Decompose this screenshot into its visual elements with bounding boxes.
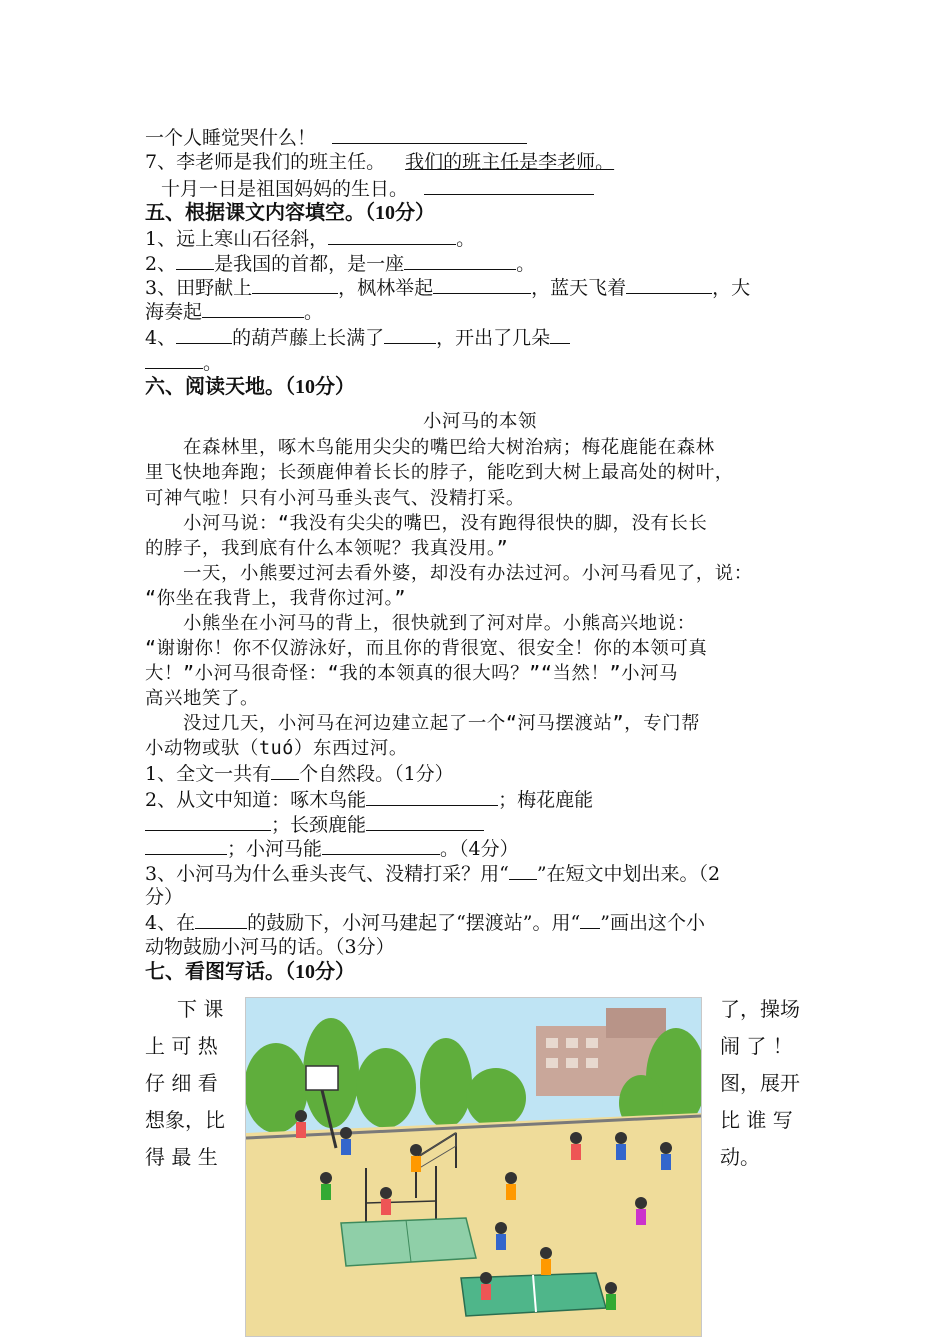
section-heading: 七、看图写话。（10分）: [145, 961, 355, 983]
section-heading: 六、阅读天地。（10分）: [145, 376, 355, 398]
answer-blank[interactable]: [404, 251, 516, 270]
question-line: 动物鼓励小河马的话。（3分）: [145, 936, 395, 958]
question-line: 。: [145, 350, 815, 374]
story-line: 小熊坐在小河马的背上，很快就到了河对岸。小熊高兴地说：: [145, 613, 696, 634]
question-line: 3、田野献上 ，枫林举起 ，蓝天飞着 ，大: [145, 277, 751, 299]
story-line: 的脖子，我到底有什么本领呢？我真没用。”: [145, 538, 509, 559]
answer-blank[interactable]: [332, 125, 527, 144]
prompt-text: 动。: [720, 1145, 760, 1169]
answer-blank[interactable]: [195, 910, 247, 929]
question-line: 3、小河马为什么垂头丧气、没精打采？用“ ”在短文中划出来。（2: [145, 863, 721, 885]
answer-blank[interactable]: [322, 836, 440, 855]
prompt-text: 图，展开: [720, 1071, 800, 1095]
story-title: 小河马的本领: [423, 411, 537, 432]
answer-blank[interactable]: [328, 226, 456, 245]
answer-blank[interactable]: [509, 861, 537, 880]
answer-blank[interactable]: [366, 812, 484, 831]
prompt-text: 上 可 热: [145, 1034, 218, 1058]
answer-blank[interactable]: [145, 812, 271, 831]
story-line: 可神气啦！只有小河马垂头丧气、没精打采。: [145, 488, 525, 509]
story-line: 大！”小河马很奇怪：“我的本领真的很大吗？”“当然！”小河马: [145, 663, 679, 684]
question-line: 1、远上寒山石径斜， 。: [145, 228, 476, 250]
story-line: 在森林里，啄木鸟能用尖尖的嘴巴给大树治病；梅花鹿能在森林: [145, 437, 715, 458]
question-line: 海奏起 。: [145, 301, 324, 323]
story-line: 高兴地笑了。: [145, 688, 259, 709]
answer-blank[interactable]: [145, 350, 203, 369]
story-line: “谢谢你！你不仅游泳好，而且你的背很宽、很安全！你的本领可真: [145, 638, 708, 659]
question-line: 2、从文中知道：啄木鸟能 ；梅花鹿能: [145, 789, 594, 811]
answer-blank[interactable]: [145, 836, 227, 855]
answer-blank[interactable]: [252, 275, 338, 294]
story-line: 小河马说：“我没有尖尖的嘴巴，没有跑得很快的脚，没有长长: [145, 513, 708, 534]
question-line: 4、 的葫芦藤上长满了 ，开出了几朵: [145, 325, 815, 349]
question-line: 1、全文一共有 个自然段。（1分）: [145, 763, 454, 785]
answer-blank[interactable]: [433, 275, 531, 294]
answer-blank[interactable]: [176, 251, 214, 270]
sentence-line: 7、李老师是我们的班主任。 我们的班主任是李老师。: [145, 151, 615, 173]
answer-blank[interactable]: [580, 910, 600, 929]
story-line: 没过几天，小河马在河边建立起了一个“河马摆渡站”，专门帮: [145, 713, 701, 734]
answer-blank[interactable]: [271, 761, 299, 780]
story-line: 小动物或驮（tuó）东西过河。: [145, 738, 408, 759]
question-line: 2、 是我国的首都，是一座 。: [145, 253, 536, 275]
prompt-text: 想象，比: [145, 1108, 225, 1132]
prompt-text: 下 课: [177, 997, 224, 1021]
story-line: “你坐在我背上，我背你过河。”: [145, 588, 407, 609]
playground-illustration: [245, 997, 702, 1337]
answer-blank[interactable]: [366, 787, 498, 806]
answer-blank[interactable]: [424, 176, 594, 195]
prompt-text: 仔 细 看: [145, 1071, 218, 1095]
prompt-text: 得 最 生: [145, 1145, 218, 1169]
answer-blank[interactable]: [384, 325, 436, 344]
section-heading: 五、根据课文内容填空。（10分）: [145, 202, 435, 224]
answer-blank[interactable]: [202, 299, 304, 318]
answer-blank[interactable]: [176, 325, 232, 344]
sentence-line: 一个人睡觉哭什么！: [145, 125, 815, 149]
sentence-line: 十月一日是祖国妈妈的生日。: [145, 176, 815, 200]
story-line: 里飞快地奔跑；长颈鹿伸着长长的脖子，能吃到大树上最高处的树叶，: [145, 462, 734, 483]
question-line: ；小河马能 。（4分）: [145, 836, 815, 860]
question-line: ；长颈鹿能: [145, 812, 815, 836]
question-line: 分）: [145, 886, 184, 908]
story-line: 一天，小熊要过河去看外婆，却没有办法过河。小河马看见了，说：: [145, 563, 753, 584]
prompt-text: 了，操场: [720, 997, 800, 1021]
answer-blank[interactable]: [626, 275, 712, 294]
prompt-text: 闹 了 ！: [720, 1034, 793, 1058]
prompt-text: 比 谁 写: [720, 1108, 793, 1132]
answer-blank[interactable]: [550, 325, 570, 344]
question-line: 4、在 的鼓励下，小河马建起了“摆渡站”。用“ ”画出这个小: [145, 912, 705, 934]
